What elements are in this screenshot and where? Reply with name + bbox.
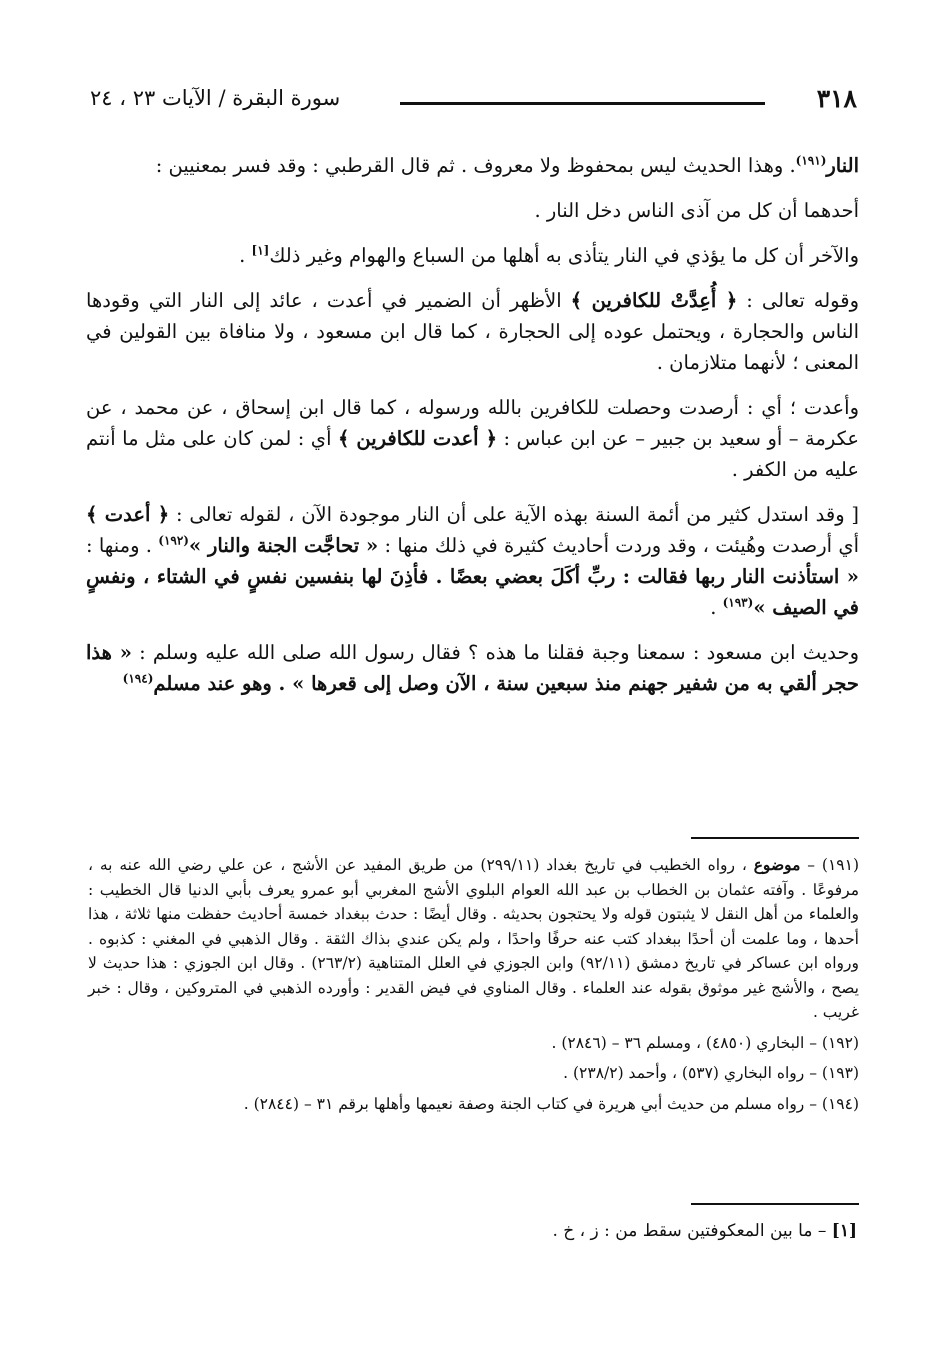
footnote-ref: (١٩٣)	[722, 595, 754, 610]
footnote-number: (١٩٣)	[821, 1064, 859, 1082]
paragraph	[86, 195, 859, 226]
footnote-ref: (١٩٢)	[158, 533, 189, 548]
footnote-number: (١٩٢)	[821, 1033, 859, 1052]
text: .	[239, 244, 252, 267]
header-rule	[400, 102, 765, 105]
hadith-quote: « تحاجَّت الجنة والنار »	[188, 534, 379, 557]
quran-quote: ﴿ أُعِدَّتْ للكافرين ﴾	[570, 289, 738, 312]
paragraph	[86, 392, 859, 485]
text: الأظهر أن الضمير في أعدت ، عائد إلى النار التي وقودها الناس والحجارة ، ويحتمل عوده إلى الحجارة ، كما قال ابن مسعود ، ولا منافاة بين القولين في المعنى ؛ لأنهما متلازمان .	[86, 289, 859, 374]
footnote	[88, 1092, 859, 1117]
text: أي أرصدت وهُيئت ، وقد وردت أحاديث كثيرة في ذلك منها :	[378, 534, 860, 557]
footnote-text: – رواه البخاري (٥٣٧) ، وأحمد (٢٣٨/٢) .	[563, 1064, 822, 1082]
footnote: (١٩١) – موضوع ، رواه الخطيب في تاريخ بغداد (٢٩٩/١١) من طريق المفيد عن الأشج ، عن علي رضي الله عنه به ، مرفوعًا . وآفته عثمان بن الخطاب بن عبد الله العوام البلوي الأشج المغربي أبو عمرو يعرف بأبي الدنيا قال الخطيب : والعلماء من أهل النقل لا يثبتون قوله ولا يحتجون بحديثه . وقال أيضًا : حدث ببغداد خمسة أحاديث حفظت منها ثلاثة ، هذا أحدها ، وما علمت أن أحدًا ببغداد كتب عنه حرفًا واحدًا ، ولم يكن عندي بذاك الثقة . وقال الذهبي في المغني : كذبوه . ورواه ابن عساكر في تاريخ دمشق (٩٢/١١) وابن الجوزي في العلل المتناهية (٢٦٣/٢) . وقال ابن الجوزي : هذا حديث لا يصح ، والأشج غير موثوق بقوله عند العلماء . وقال المناوي في فيض القدير : وأورده الذهبي في المتروكين ، وقال : خبر غريب .	[88, 855, 859, 1021]
text: وحديث ابن مسعود : سمعنا وجبة فقلنا ما هذه ؟ فقال رسول الله صلى الله عليه وسلم :	[131, 641, 859, 664]
footnote-text: ، رواه الخطيب في تاريخ بغداد (٢٩٩/١١) من طريق المفيد عن الأشج ، عن علي رضي الله عنه به ، مرفوعًا . وآفته عثمان بن الخطاب بن عبد الله العوام البلوي الأشج المغربي أبو عمرو يعرف بأبي الدنيا قال الخطيب : والعلماء من أهل النقل لا يثبتون قوله ولا يحتجون بحديثه . وقال أيضًا : حدث ببغداد خمسة أحاديث حفظت منها ثلاثة ، هذا أحدها ، وما علمت أن أحدًا ببغداد كتب عنه حرفًا واحدًا ، ولم يكن عندي بذاك الثقة . وقال الذهبي في المغني : كذبوه . ورواه ابن عساكر في تاريخ دمشق (٩٢/١١) وابن الجوزي في العلل المتناهية (٢٦٣/٢) . وقال ابن الجوزي : هذا حديث لا يصح ، والأشج غير موثوق بقوله عند العلماء . وقال المناوي في فيض القدير : وأورده الذهبي في المتروكين ، وقال : خبر غريب .	[88, 856, 859, 1021]
footnote-ref: (١٩٤)	[122, 671, 154, 686]
paragraph	[86, 240, 859, 271]
editor-note-text: – ما بين المعكوفتين سقط من : ز ، خ .	[552, 1221, 832, 1241]
footnote-text: – البخاري (٤٨٥٠) ، ومسلم ٣٦ – (٢٨٤٦) .	[551, 1033, 822, 1052]
footnote-number: (١٩٤)	[821, 1094, 859, 1113]
hadith-quote: « هذا حجر ألقي به من شفير جهنم منذ سبعين سنة ، الآن وصل إلى قعرها » . وهو عند مسلم	[86, 641, 859, 695]
text: أحدهما أن كل من آذى الناس دخل النار .	[534, 199, 859, 222]
footnote	[88, 1031, 859, 1056]
text: والآخر أن كل ما يؤذي في النار يتأذى به أهلها من السباع والهوام وغير ذلك	[269, 244, 859, 267]
page-number: ٣١٨	[816, 84, 857, 113]
footnote-text: – رواه مسلم من حديث أبي هريرة في كتاب الجنة وصفة نعيمها وأهلها برقم ٣١ – (٢٨٤٤) .	[243, 1094, 822, 1113]
text: . وهذا الحديث ليس بمحفوظ ولا معروف . ثم قال القرطبي : وقد فسر بمعنيين :	[155, 154, 796, 177]
text: أي : لمن كان على مثل ما أنتم عليه من الكفر .	[86, 427, 859, 481]
main-text	[86, 150, 859, 713]
footnote	[88, 1061, 859, 1086]
quran-quote: ﴿ أعدت ﴾	[86, 503, 170, 526]
text: [ وقد استدل كثير من أئمة السنة بهذه الآية على أن النار موجودة الآن ، لقوله تعالى :	[169, 503, 860, 526]
hadith-quote: « استأذنت النار ربها فقالت : ربِّ أكَلَ بعضي بعضًا . فأذِنَ لها بنفسين نفسٍ في الشتاء ، ونفسٍ في الصيف »	[86, 565, 859, 619]
paragraph	[86, 150, 859, 181]
paragraph	[86, 637, 859, 699]
editor-note-divider	[691, 1203, 859, 1205]
text: . ومنها :	[86, 534, 159, 557]
paragraph	[86, 285, 859, 378]
footnote-divider	[691, 837, 859, 839]
running-title: سورة البقرة / الآيات ٢٣ ، ٢٤	[90, 86, 341, 110]
text: وقوله تعالى :	[737, 289, 859, 312]
quran-quote: ﴿ أعدت للكافرين ﴾	[337, 427, 497, 450]
editor-note-number: [١]	[831, 1221, 857, 1241]
editor-note	[97, 1217, 857, 1245]
text: .	[710, 596, 723, 619]
text-bold: النار	[826, 154, 859, 177]
footnote-ref: (١٩١)	[795, 153, 827, 168]
text: وأعدت ؛ أي : أرصدت وحصلت للكافرين بالله ورسوله ، كما قال ابن إسحاق ، عن محمد ، عن عكرمة – أو سعيد بن جبير – عن ابن عباس :	[86, 396, 859, 450]
footnote-label: موضوع	[753, 855, 801, 874]
page-header	[90, 82, 857, 118]
paragraph	[86, 499, 859, 623]
footnote-number: (١٩١)	[821, 856, 859, 874]
footnote-ref: [١]	[251, 243, 270, 258]
footnotes	[88, 853, 859, 1122]
